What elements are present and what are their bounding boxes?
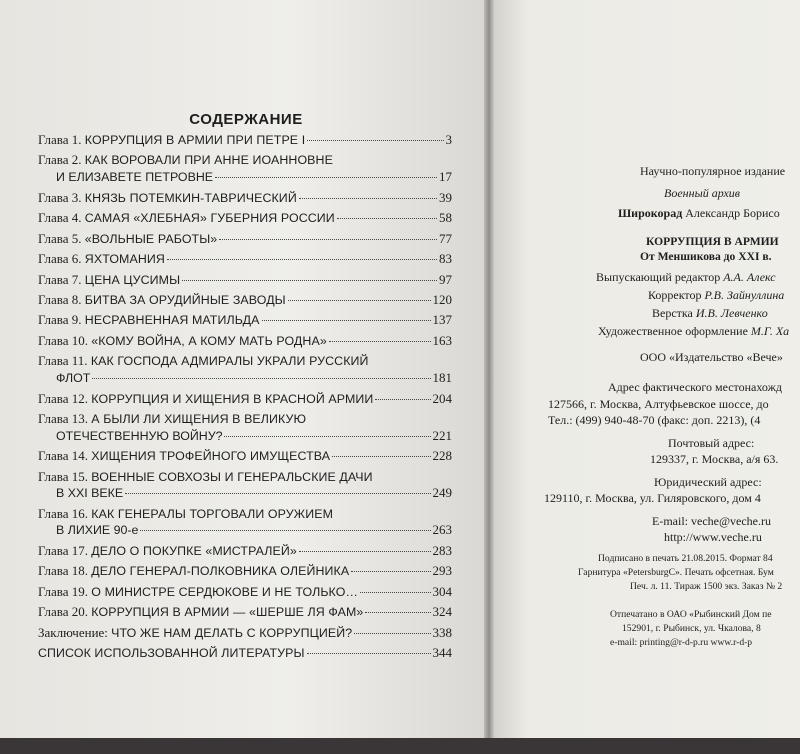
toc-entry-prefix: Глава 8. xyxy=(38,291,82,307)
toc-entry xyxy=(38,292,452,309)
toc-page-number: 137 xyxy=(432,312,452,328)
toc-entry xyxy=(38,543,452,560)
toc-entry-prefix: Глава 20. xyxy=(38,604,89,620)
toc-page-number: 3 xyxy=(445,132,452,147)
table-surface xyxy=(0,738,800,754)
toc-entry xyxy=(38,152,452,185)
toc-page-number: 77 xyxy=(439,230,452,246)
toc-entry-title: СПИСОК ИСПОЛЬЗОВАННОЙ ЛИТЕРАТУРЫ xyxy=(38,646,305,661)
toc-entry xyxy=(38,411,452,444)
toc-entry xyxy=(38,132,452,149)
toc-page-number: 163 xyxy=(432,332,452,348)
toc-leader-dots xyxy=(375,399,430,400)
toc-entry xyxy=(38,645,452,662)
corrector-name: Р.В. Зайнуллина xyxy=(704,288,785,302)
toc-leader-dots xyxy=(299,198,437,199)
toc-entry-title: САМАЯ «ХЛЕБНАЯ» ГУБЕРНИЯ РОССИИ xyxy=(84,211,335,226)
toc-leader-dots xyxy=(262,320,431,321)
toc-leader-dots xyxy=(365,612,430,613)
toc-page-number: 263 xyxy=(432,522,452,538)
toc-page-number: 181 xyxy=(432,370,452,386)
toc-entry-title-continued: ФЛОТ xyxy=(56,371,91,386)
toc-page-number: 293 xyxy=(432,563,452,579)
toc-entry-prefix: Глава 11. xyxy=(38,353,88,369)
toc-entry xyxy=(38,506,452,539)
toc-leader-dots xyxy=(167,259,437,260)
address-line: 127566, г. Москва, Алтуфьевское шоссе, до xyxy=(548,397,769,411)
toc-page-number: 83 xyxy=(439,251,452,267)
print-details-2: Гарнитура «PetersburgC». Печать офсетная. Бум xyxy=(578,567,774,578)
toc-entry xyxy=(38,333,452,350)
toc-entry-prefix: Глава 16. xyxy=(38,505,89,521)
email-address: E-mail: veche@veche.ru xyxy=(652,514,771,528)
toc-leader-dots xyxy=(307,653,431,654)
toc-page-number: 324 xyxy=(432,604,452,620)
editor-name: А.А. Алекс xyxy=(723,270,776,284)
toc-entry-prefix: Глава 7. xyxy=(38,271,82,287)
toc-page-number: 304 xyxy=(432,583,452,599)
book-title: КОРРУПЦИЯ В АРМИИ xyxy=(646,235,779,248)
toc-entry xyxy=(38,563,452,580)
toc-entry xyxy=(38,469,452,502)
printer-contacts: e-mail: printing@r-d-p.ru www.r-d-p xyxy=(610,637,753,648)
toc-entry-title: А БЫЛИ ЛИ ХИЩЕНИЯ В ВЕЛИКУЮ xyxy=(91,412,307,426)
toc-entry xyxy=(38,625,452,642)
toc-entry xyxy=(38,190,452,207)
toc-entry-title: БИТВА ЗА ОРУДИЙНЫЕ ЗАВОДЫ xyxy=(84,292,286,307)
toc-leader-dots xyxy=(354,633,430,634)
postal-line: 129337, г. Москва, а/я 63. xyxy=(650,452,779,466)
toc-title: СОДЕРЖАНИЕ xyxy=(189,111,303,128)
toc-page-number: 58 xyxy=(439,210,452,226)
layout-name: И.В. Левченко xyxy=(695,306,768,320)
legal-label: Юридический адрес: xyxy=(654,475,762,489)
toc-entry-prefix: Глава 19. xyxy=(38,583,89,599)
printer-name: Отпечатано в ОАО «Рыбинский Дом пе xyxy=(610,609,772,620)
toc-entry-title: ХИЩЕНИЯ ТРОФЕЙНОГО ИМУЩЕСТВА xyxy=(91,449,331,464)
toc-page-number: 204 xyxy=(432,390,452,406)
toc-entry-title: ЦЕНА ЦУСИМЫ xyxy=(84,272,181,287)
toc-entry-prefix: Глава 9. xyxy=(38,312,82,328)
website-url: http://www.veche.ru xyxy=(664,530,762,544)
toc-entry-prefix: Глава 5. xyxy=(38,230,82,246)
toc-leader-dots xyxy=(299,551,431,552)
toc-entry-title: «ВОЛЬНЫЕ РАБОТЫ» xyxy=(84,231,218,246)
toc-leader-dots xyxy=(182,280,437,281)
toc-entry xyxy=(38,231,452,248)
toc-entry-prefix: Глава 6. xyxy=(38,251,82,267)
toc-entry-prefix: Глава 18. xyxy=(38,563,89,579)
author-surname: Широкорад xyxy=(618,206,683,220)
phone-line: Тел.: (499) 940-48-70 (факс: доп. 2213), (4 xyxy=(548,413,761,427)
edition-type: Научно-популярное издание xyxy=(640,164,786,178)
author-line xyxy=(618,206,780,221)
toc-leader-dots xyxy=(125,493,430,494)
toc-leader-dots xyxy=(332,456,430,457)
toc-entry xyxy=(38,312,452,329)
toc-entry xyxy=(38,584,452,601)
toc-leader-dots xyxy=(329,341,431,342)
toc-leader-dots xyxy=(92,378,430,379)
toc-entry-prefix: Глава 13. xyxy=(38,411,89,426)
toc-entry-prefix: Глава 4. xyxy=(38,210,82,226)
toc-entry xyxy=(38,391,452,408)
postal-label: Почтовый адрес: xyxy=(668,436,755,450)
address-label: Адрес фактического местонахожд xyxy=(608,380,783,394)
toc-leader-dots xyxy=(360,592,431,593)
print-details-3: Печ. л. 11. Тираж 1500 экз. Заказ № 2 xyxy=(630,581,783,592)
toc-entry-prefix: Глава 10. xyxy=(38,332,89,348)
toc-entry-title: ДЕЛО О ПОКУПКЕ «МИСТРАЛЕЙ» xyxy=(91,543,297,558)
toc-leader-dots xyxy=(351,571,430,572)
toc-page-number: 39 xyxy=(439,189,452,205)
toc-entry-prefix: Глава 15. xyxy=(38,468,89,484)
toc-entry xyxy=(38,353,452,386)
toc-entry-prefix: Заключение: xyxy=(38,624,108,640)
toc-entry xyxy=(38,448,452,465)
toc-leader-dots xyxy=(215,177,437,178)
toc-entry-title: КОРРУПЦИЯ В АРМИИ — «ШЕРШЕ ЛЯ ФАМ» xyxy=(91,605,364,620)
toc-entry-title-continued: И ЕЛИЗАВЕТЕ ПЕТРОВНЕ xyxy=(56,170,214,185)
layout-credit xyxy=(652,306,768,321)
toc-entry-title: ДЕЛО ГЕНЕРАЛ-ПОЛКОВНИКА ОЛЕЙНИКА xyxy=(91,564,350,579)
art-role: Художественное оформление xyxy=(598,324,748,338)
toc-entry-title: ЯХТОМАНИЯ xyxy=(84,252,165,267)
toc-entry-title: КНЯЗЬ ПОТЕМКИН-ТАВРИЧЕСКИЙ xyxy=(84,190,297,205)
layout-role: Верстка xyxy=(652,306,693,320)
toc-entry-title: О МИНИСТРЕ СЕРДЮКОВЕ И НЕ ТОЛЬКО… xyxy=(91,584,358,599)
toc-entry xyxy=(38,251,452,268)
art-name: М.Г. Ха xyxy=(750,324,790,338)
author-name: Александр Борисо xyxy=(685,206,780,220)
toc-page-number: 17 xyxy=(439,169,452,185)
series-name: Военный архив xyxy=(664,186,740,200)
toc-entry-title: ВОЕННЫЕ СОВХОЗЫ И ГЕНЕРАЛЬСКИЕ ДАЧИ xyxy=(91,469,373,484)
toc-entry-prefix: Глава 3. xyxy=(38,189,82,205)
toc-leader-dots xyxy=(140,530,430,531)
toc-entry-title: ЧТО ЖЕ НАМ ДЕЛАТЬ С КОРРУПЦИЕЙ? xyxy=(111,625,353,640)
toc-leader-dots xyxy=(219,239,437,240)
printer-address: 152901, г. Рыбинск, ул. Чкалова, 8 xyxy=(622,623,761,634)
toc-entry-prefix: Глава 1. xyxy=(38,132,82,147)
toc-leader-dots xyxy=(288,300,431,301)
toc-entry-title-continued: В ЛИХИЕ 90-е xyxy=(56,523,139,538)
toc-page-number: 228 xyxy=(432,448,452,464)
toc-page-number: 120 xyxy=(432,291,452,307)
toc-entry-title-continued: В XXI ВЕКЕ xyxy=(56,486,124,501)
toc-entry xyxy=(38,210,452,227)
toc-entry-title: НЕСРАВНЕННАЯ МАТИЛЬДА xyxy=(84,313,260,328)
toc-page-number: 283 xyxy=(432,542,452,558)
toc-entry-prefix: Глава 12. xyxy=(38,390,89,406)
publisher-name: ООО «Издательство «Вече» xyxy=(640,350,783,364)
book-gutter xyxy=(484,0,494,740)
toc-entry-title: КОРРУПЦИЯ В АРМИИ ПРИ ПЕТРЕ I xyxy=(84,133,306,147)
editor-role: Выпускающий редактор xyxy=(596,270,721,284)
toc-entry-title: КАК ГЕНЕРАЛЫ ТОРГОВАЛИ ОРУЖИЕМ xyxy=(91,506,334,521)
toc-page-number: 97 xyxy=(439,271,452,287)
toc-entry-prefix: Глава 14. xyxy=(38,448,89,464)
toc-leader-dots xyxy=(337,218,437,219)
toc-entry-prefix: Глава 2. xyxy=(38,152,82,168)
art-credit xyxy=(598,324,789,339)
toc-page-number: 249 xyxy=(432,485,452,501)
book-subtitle: От Меншикова до XXI в. xyxy=(640,250,772,263)
toc-entry-title: КАК ГОСПОДА АДМИРАЛЫ УКРАЛИ РУССКИЙ xyxy=(90,354,369,369)
toc-page-number: 344 xyxy=(432,645,452,661)
toc-entry-title: КАК ВОРОВАЛИ ПРИ АННЕ ИОАННОВНЕ xyxy=(84,153,333,168)
print-details-1: Подписано в печать 21.08.2015. Формат 84 xyxy=(598,553,773,564)
corrector-credit xyxy=(648,288,784,303)
toc-leader-dots xyxy=(224,436,430,437)
toc-page-number: 338 xyxy=(432,624,452,640)
toc-entry-title: КОРРУПЦИЯ И ХИЩЕНИЯ В КРАСНОЙ АРМИИ xyxy=(91,391,374,406)
toc-entry-prefix: Глава 17. xyxy=(38,542,89,558)
toc-page-number: 221 xyxy=(432,427,452,443)
toc-leader-dots xyxy=(307,140,443,141)
toc-entry-title-continued: ОТЕЧЕСТВЕННУЮ ВОЙНУ? xyxy=(56,428,223,443)
toc-entry xyxy=(38,604,452,621)
corrector-role: Корректор xyxy=(648,288,702,302)
legal-line: 129110, г. Москва, ул. Гиляровского, дом 4 xyxy=(544,491,761,505)
editor-credit xyxy=(596,270,776,285)
right-page xyxy=(490,0,800,740)
toc-entry-title: «КОМУ ВОЙНА, А КОМУ МАТЬ РОДНА» xyxy=(91,333,327,348)
table-of-contents xyxy=(38,132,452,662)
toc-entry xyxy=(38,272,452,289)
